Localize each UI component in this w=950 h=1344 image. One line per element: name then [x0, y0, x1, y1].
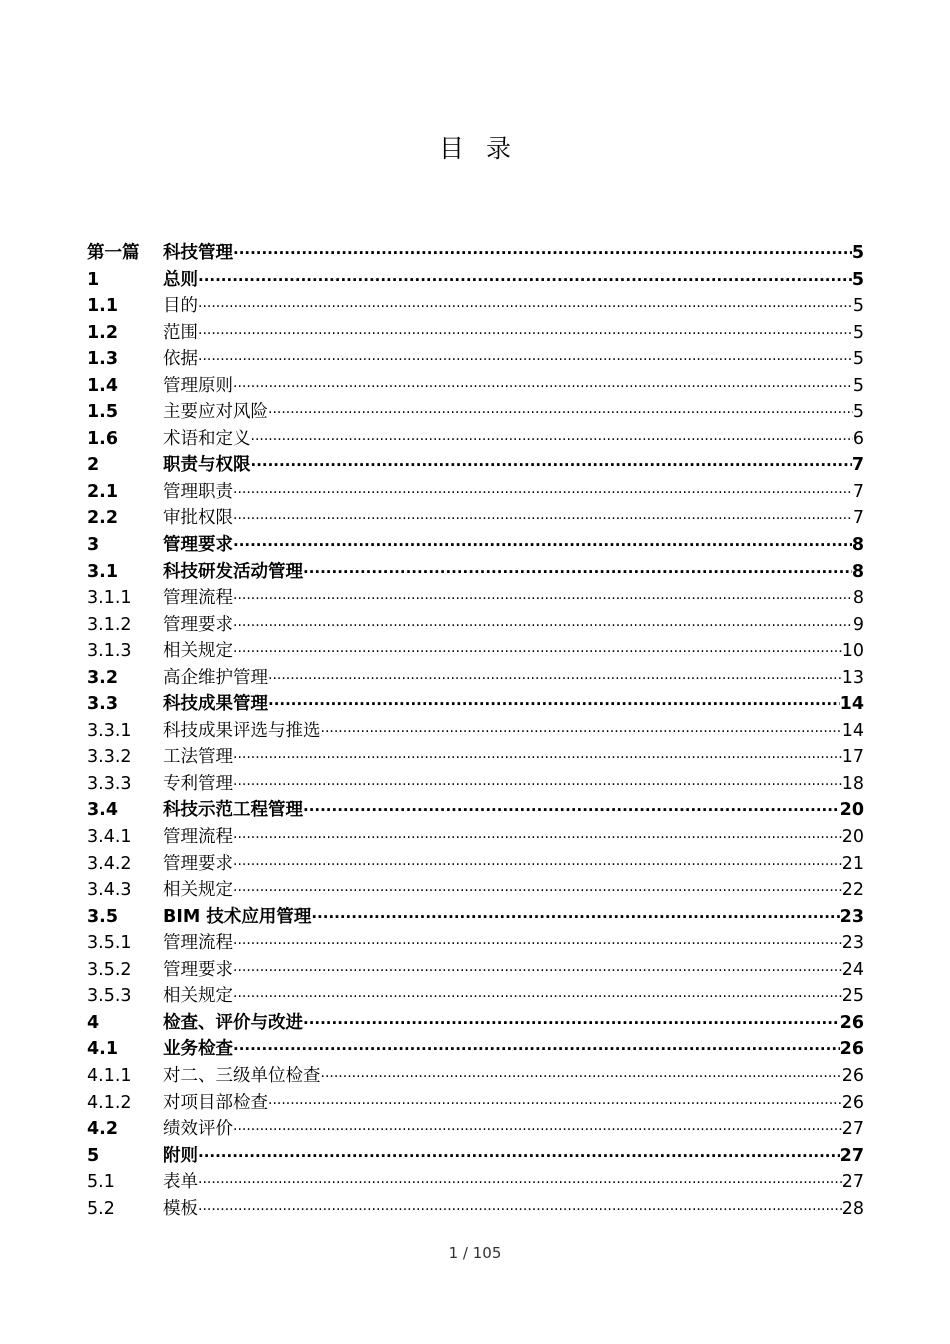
toc-entry-title: 相关规定 [163, 880, 233, 901]
toc-entry-page: 5 [852, 349, 864, 370]
toc-entry-title: 科技成果评选与推选 [163, 720, 321, 741]
toc-leader-dots [233, 506, 853, 532]
toc-leader-dots [233, 931, 842, 957]
toc-entry-page: 27 [841, 1172, 864, 1193]
toc-entry-page: 26 [841, 1065, 864, 1086]
toc-entry-page: 20 [839, 800, 864, 821]
toc-entry-number: 4.2 [87, 1119, 119, 1140]
toc-entry-number: 5 [87, 1145, 100, 1166]
toc-leader-dots [268, 400, 853, 426]
toc-entry[interactable] [87, 1169, 864, 1196]
toc-leader-dots [233, 240, 852, 267]
toc-entry[interactable] [87, 612, 864, 639]
toc-leader-dots [251, 452, 852, 479]
toc-entry-title: 科技研发活动管理 [163, 561, 303, 582]
toc-entry-title: 管理要求 [163, 614, 233, 635]
toc-entry-number: 4 [87, 1012, 100, 1033]
toc-entry-page: 21 [841, 853, 864, 874]
toc-entry-number: 2.2 [87, 508, 119, 529]
toc-entry[interactable] [87, 1143, 864, 1170]
toc-leader-dots [268, 666, 842, 692]
toc-entry[interactable] [87, 505, 864, 532]
toc-entry-page: 18 [841, 773, 864, 794]
toc-entry-title: 对二、三级单位检查 [163, 1065, 321, 1086]
toc-leader-dots [303, 1010, 840, 1037]
toc-entry[interactable] [87, 346, 864, 373]
toc-entry-number: 3.4.1 [87, 827, 132, 848]
toc-entry-number: 3.2 [87, 667, 119, 688]
toc-entry-page: 26 [839, 1012, 864, 1033]
toc-entry-number: 4.1 [87, 1039, 119, 1060]
toc-leader-dots [233, 825, 842, 851]
toc-leader-dots [233, 958, 842, 984]
toc-entry-title: 管理要求 [163, 535, 233, 556]
toc-entry-page: 8 [852, 588, 864, 609]
toc-entry-number: 2.1 [87, 481, 119, 502]
toc-entry-page: 5 [852, 296, 864, 317]
toc-entry-page: 26 [841, 1092, 864, 1113]
toc-entry[interactable] [87, 877, 864, 904]
toc-entry-title: 管理流程 [163, 827, 233, 848]
toc-entry-title: 附则 [163, 1145, 198, 1166]
toc-entry-title: 管理原则 [163, 375, 233, 396]
toc-entry-title: 目的 [163, 296, 198, 317]
toc-entry[interactable] [87, 373, 864, 400]
toc-entry-title: 依据 [163, 349, 198, 370]
toc-entry-title: 范围 [163, 322, 198, 343]
toc-leader-dots [233, 852, 842, 878]
toc-entry-number: 2 [87, 455, 100, 476]
toc-entry-page: 14 [841, 720, 864, 741]
toc-entry[interactable] [87, 718, 864, 745]
toc-entry-number: 4.1.1 [87, 1065, 132, 1086]
page-number: 1 / 105 [448, 1244, 502, 1262]
toc-entry[interactable] [87, 1116, 864, 1143]
toc-entry[interactable] [87, 983, 864, 1010]
toc-entry-number: 3.5.2 [87, 959, 132, 980]
toc-entry-title: 管理流程 [163, 588, 233, 609]
toc-entry-title: 对项目部检查 [163, 1092, 268, 1113]
toc-entry-page: 27 [841, 1119, 864, 1140]
toc-leader-dots [198, 294, 853, 320]
toc-entry-number: 4.1.2 [87, 1092, 132, 1113]
toc-entry-number: 3.1.1 [87, 588, 132, 609]
toc-entry-title: 管理职责 [163, 481, 233, 502]
toc-entry-title: 表单 [163, 1172, 198, 1193]
toc-entry-page: 17 [841, 747, 864, 768]
toc-entry-page: 8 [851, 535, 864, 556]
toc-entry[interactable] [87, 267, 864, 294]
toc-entry-page: 6 [852, 428, 864, 449]
toc-entry-number: 3.3.3 [87, 773, 132, 794]
toc-entry[interactable] [87, 744, 864, 771]
toc-entry[interactable] [87, 691, 864, 718]
toc-entry[interactable] [87, 851, 864, 878]
toc-entry[interactable] [87, 479, 864, 506]
toc-entry[interactable] [87, 532, 864, 559]
toc-entry-title: 绩效评价 [163, 1119, 233, 1140]
toc-entry-number: 3.1 [87, 561, 119, 582]
toc-leader-dots [233, 1036, 840, 1063]
toc-entry[interactable] [87, 1063, 864, 1090]
toc-entry-title: 专利管理 [163, 773, 233, 794]
page-title: 目录 [438, 134, 533, 163]
toc-entry[interactable] [87, 824, 864, 851]
toc-entry[interactable] [87, 638, 864, 665]
toc-entry[interactable] [87, 426, 864, 453]
toc-entry-title: 模板 [163, 1198, 198, 1219]
toc-leader-dots [268, 691, 840, 718]
toc-entry-title: 相关规定 [163, 986, 233, 1007]
toc-entry-page: 13 [841, 667, 864, 688]
toc-entry-page: 22 [841, 880, 864, 901]
toc-entry-title: 主要应对风险 [163, 402, 268, 423]
toc-entry-title: 业务检查 [163, 1039, 233, 1060]
toc-entry[interactable] [87, 320, 864, 347]
toc-entry-number: 1.6 [87, 428, 119, 449]
toc-entry-title: 相关规定 [163, 641, 233, 662]
toc-leader-dots [268, 1091, 842, 1117]
toc-entry-number: 1.4 [87, 375, 119, 396]
toc-leader-dots [233, 613, 853, 639]
toc-entry-page: 23 [839, 906, 864, 927]
toc-entry-title: 科技管理 [163, 243, 233, 263]
toc-entry-page: 23 [841, 933, 864, 954]
toc-leader-dots [233, 480, 853, 506]
toc-entry-page: 8 [851, 561, 864, 582]
toc-leader-dots [233, 374, 853, 400]
toc-entry-title: 管理流程 [163, 933, 233, 954]
toc-entry-number: 3.3 [87, 694, 119, 715]
toc-entry-number: 3.5 [87, 906, 119, 927]
toc-leader-dots [303, 559, 852, 586]
toc-entry-page: 5 [852, 375, 864, 396]
toc-leader-dots [198, 1170, 842, 1196]
toc-entry-title: 科技成果管理 [163, 694, 268, 715]
toc-entry-page: 7 [852, 508, 864, 529]
toc-leader-dots [233, 1117, 842, 1143]
toc-entry[interactable] [87, 1036, 864, 1063]
toc-entry-number: 3.5.3 [87, 986, 132, 1007]
toc-entry-title: 总则 [163, 269, 198, 290]
toc-entry-page: 27 [839, 1145, 864, 1166]
toc-entry[interactable] [87, 1010, 864, 1037]
toc-entry-page: 28 [841, 1198, 864, 1219]
table-of-contents [87, 240, 864, 1222]
toc-entry-number: 3.1.2 [87, 614, 132, 635]
toc-entry-page: 7 [852, 481, 864, 502]
toc-entry-page: 25 [841, 986, 864, 1007]
toc-entry-title: 科技示范工程管理 [163, 800, 303, 821]
toc-entry-number: 1.3 [87, 349, 119, 370]
toc-entry-title: 工法管理 [163, 747, 233, 768]
toc-entry-number: 3.5.1 [87, 933, 132, 954]
toc-entry-number: 3.4 [87, 800, 119, 821]
toc-entry[interactable] [87, 293, 864, 320]
toc-entry-title: 审批权限 [163, 508, 233, 529]
toc-entry[interactable] [87, 904, 864, 931]
toc-entry-title: 管理要求 [163, 959, 233, 980]
toc-leader-dots [233, 532, 852, 559]
toc-entry-page: 24 [841, 959, 864, 980]
toc-leader-dots [233, 586, 853, 612]
toc-entry-title: 术语和定义 [163, 428, 251, 449]
toc-leader-dots [321, 1064, 842, 1090]
toc-entry-number: 5.1 [87, 1172, 115, 1193]
toc-entry-page: 10 [841, 641, 864, 662]
toc-entry-title: BIM 技术应用管理 [163, 906, 312, 927]
toc-entry-page: 5 [852, 322, 864, 343]
toc-leader-dots [303, 797, 840, 824]
toc-entry-page: 5 [851, 243, 864, 263]
toc-leader-dots [198, 321, 853, 347]
toc-entry-number: 1 [87, 269, 100, 290]
toc-entry[interactable] [87, 559, 864, 586]
toc-entry-page: 9 [852, 614, 864, 635]
toc-entry-page: 20 [841, 827, 864, 848]
toc-entry-number: 3.4.3 [87, 880, 132, 901]
toc-entry-title: 职责与权限 [163, 455, 251, 476]
toc-entry[interactable] [87, 240, 864, 267]
toc-leader-dots [198, 267, 852, 294]
toc-entry-page: 5 [852, 402, 864, 423]
toc-entry[interactable] [87, 665, 864, 692]
toc-leader-dots [321, 719, 842, 745]
toc-leader-dots [198, 347, 853, 373]
toc-leader-dots [198, 1143, 840, 1170]
toc-entry-number: 5.2 [87, 1198, 115, 1219]
toc-leader-dots [233, 878, 842, 904]
toc-entry[interactable] [87, 797, 864, 824]
toc-entry[interactable] [87, 1090, 864, 1117]
toc-entry[interactable] [87, 452, 864, 479]
toc-entry-number: 1.5 [87, 402, 119, 423]
toc-entry-page: 7 [851, 455, 864, 476]
toc-entry[interactable] [87, 930, 864, 957]
toc-entry[interactable] [87, 771, 864, 798]
toc-entry-page: 26 [839, 1039, 864, 1060]
toc-entry-number: 第一篇 [87, 243, 140, 263]
toc-entry-number: 1.2 [87, 322, 119, 343]
toc-entry[interactable] [87, 957, 864, 984]
toc-entry-number: 3.1.3 [87, 641, 132, 662]
toc-leader-dots [251, 427, 853, 453]
toc-entry-title: 管理要求 [163, 853, 233, 874]
toc-entry-title: 高企维护管理 [163, 667, 268, 688]
toc-entry-title: 检查、评价与改进 [163, 1012, 303, 1033]
toc-entry[interactable] [87, 399, 864, 426]
toc-entry-number: 3 [87, 535, 100, 556]
toc-leader-dots [233, 639, 842, 665]
toc-leader-dots [233, 772, 842, 798]
toc-leader-dots [233, 745, 842, 771]
toc-entry-page: 5 [851, 269, 864, 290]
toc-entry-number: 3.3.1 [87, 720, 132, 741]
toc-leader-dots [233, 984, 842, 1010]
toc-entry-page: 14 [839, 694, 864, 715]
toc-leader-dots [311, 904, 839, 931]
toc-entry[interactable] [87, 585, 864, 612]
toc-entry-number: 3.4.2 [87, 853, 132, 874]
toc-entry-number: 3.3.2 [87, 747, 132, 768]
toc-leader-dots [198, 1197, 842, 1223]
toc-entry-number: 1.1 [87, 296, 119, 317]
toc-entry[interactable] [87, 1196, 864, 1223]
